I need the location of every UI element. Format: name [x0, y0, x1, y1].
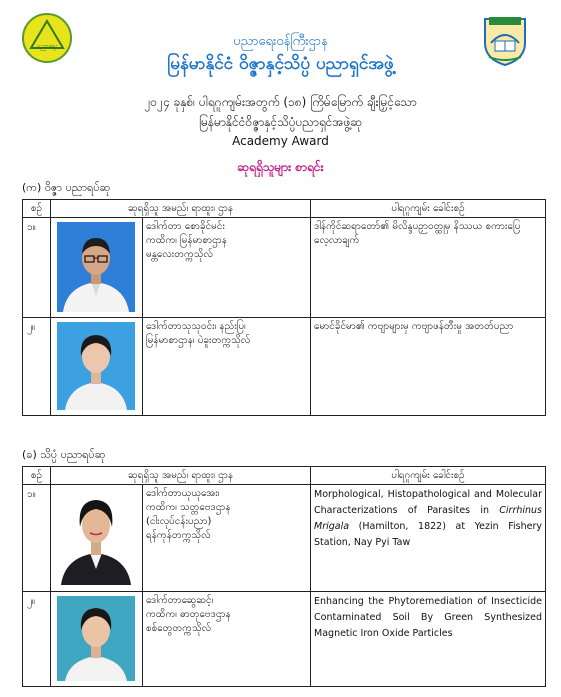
person-info [143, 318, 311, 416]
person-info [143, 592, 311, 687]
photo-cell [51, 318, 143, 416]
person-name: ဒေါက်တာယုယုအေး၊ [146, 488, 220, 499]
person-name: ဒေါက်တာသုသုဝင်း၊ နည်းပြ၊ [146, 321, 246, 332]
portrait-photo [57, 596, 135, 681]
thesis-title-part: Morphological, Histopathological and Molecular Characterizations of Parasites in [314, 489, 543, 516]
thesis-title: ဒါန်ကိုင်ဆရာတော်၏ မိလိန္ဒပဉှာဝတ္ထုမှ နိဿယ စကားပြေလေ့လာချက် [311, 218, 546, 318]
photo-cell [51, 592, 143, 687]
row-number: ၂။ [23, 318, 51, 416]
person-position: ကထိက၊ မြန်မာစာဌာန [146, 235, 227, 246]
logo-text: ပညာရေး [37, 43, 57, 50]
thesis-title-part: Enhancing the Phytoremediation of Insecticide Contaminated Soil By Green Synthesized Magnetic Iron Oxide Particles [314, 596, 543, 639]
person-info [143, 485, 311, 592]
person-position: ကထိက၊ သတ္တဗေဒဌာန [146, 502, 231, 513]
col-header-person: ဆုရရှိသူ အမည်၊ ရာထူး၊ ဌာန [51, 200, 311, 218]
person-info [143, 218, 311, 318]
table-row [23, 218, 546, 318]
person-name: ဒေါက်တာဆွေဆင့်၊ [146, 595, 214, 606]
list-title: ဆုရရှိသူများ စာရင်း [237, 160, 324, 174]
thesis-title [311, 485, 546, 592]
thesis-title [311, 592, 546, 687]
table-row [23, 318, 546, 416]
col-header-title: ပါရဂူကျမ်း ခေါင်းစဉ် [311, 467, 546, 485]
award-line-2: မြန်မာနိုင်ငံဝိဇ္ဇာနှင့်သိပ္ပံပညာရှင်အဖွဲ့ဆု [199, 115, 362, 129]
table-row [23, 485, 546, 592]
portrait-photo [57, 489, 135, 585]
photo-cell [51, 485, 143, 592]
page-header [0, 0, 561, 174]
portrait-photo [57, 322, 135, 410]
ministry-name: ပညာရေးဝန်ကြီးဌာန [233, 34, 328, 49]
portrait-photo [57, 222, 135, 312]
award-line-1: ၂၀၂၄ ခုနှစ်၊ ပါရဂူကျမ်းအတွက် (၁၈) ကြိမ်မြောက် ချီးမြှင့်သော [144, 95, 417, 109]
section-b-label: (ခ) သိပ္ပံ ပညာရပ်ဆု [22, 448, 106, 461]
section-a-label: (က) ဝိဇ္ဇာ ပညာရပ်ဆု [22, 181, 111, 194]
person-institution: စစ်တွေတက္ကသိုလ် [146, 623, 211, 634]
person-department-note: (ငါးလုပ်ငန်းပညာ) [146, 516, 212, 527]
science-award-table [22, 466, 546, 687]
row-number: ၁။ [23, 485, 51, 592]
row-number: ၁။ [23, 218, 51, 318]
person-institution: မြန်မာစာဌာန၊ ပဲခူးတက္ကသိုလ် [146, 335, 251, 346]
table-header-row [23, 200, 546, 218]
person-institution: ရန်ကုန်တက္ကသိုလ် [146, 530, 211, 541]
col-header-person: ဆုရရှိသူ အမည်၊ ရာထူး၊ ဌာန [51, 467, 311, 485]
thesis-title-part: (Hamilton, 1822) at Yezin Fishery Station, Nay Pyi Taw [314, 521, 543, 548]
col-header-no: စဉ် [23, 200, 51, 218]
col-header-no: စဉ် [23, 467, 51, 485]
table-header-row [23, 467, 546, 485]
table-row [23, 592, 546, 687]
row-number: ၂။ [23, 592, 51, 687]
arts-award-table [22, 199, 546, 416]
col-header-title: ပါရဂူကျမ်း ခေါင်းစဉ် [311, 200, 546, 218]
thesis-title: မောင်ခိုင်မာ၏ ကဗျာများမှ ကဗျာဖန်တီးမှု အတတ်ပညာ [311, 318, 546, 416]
academy-name: မြန်မာနိုင်ငံ ဝိဇ္ဇာနှင့်သိပ္ပံ ပညာရှင်အဖွဲ့ [167, 54, 394, 74]
photo-cell [51, 218, 143, 318]
person-position: ကထိက၊ ဓာတုဗေဒဌာန [146, 609, 231, 620]
person-name: ဒေါက်တာ စောခိုင်မင်း [146, 221, 225, 232]
species-name: Cirrhinus Mrigala [314, 505, 543, 532]
person-institution: မန္တလေးတက္ကသိုလ် [146, 249, 213, 260]
award-line-3: Academy Award [232, 134, 329, 148]
